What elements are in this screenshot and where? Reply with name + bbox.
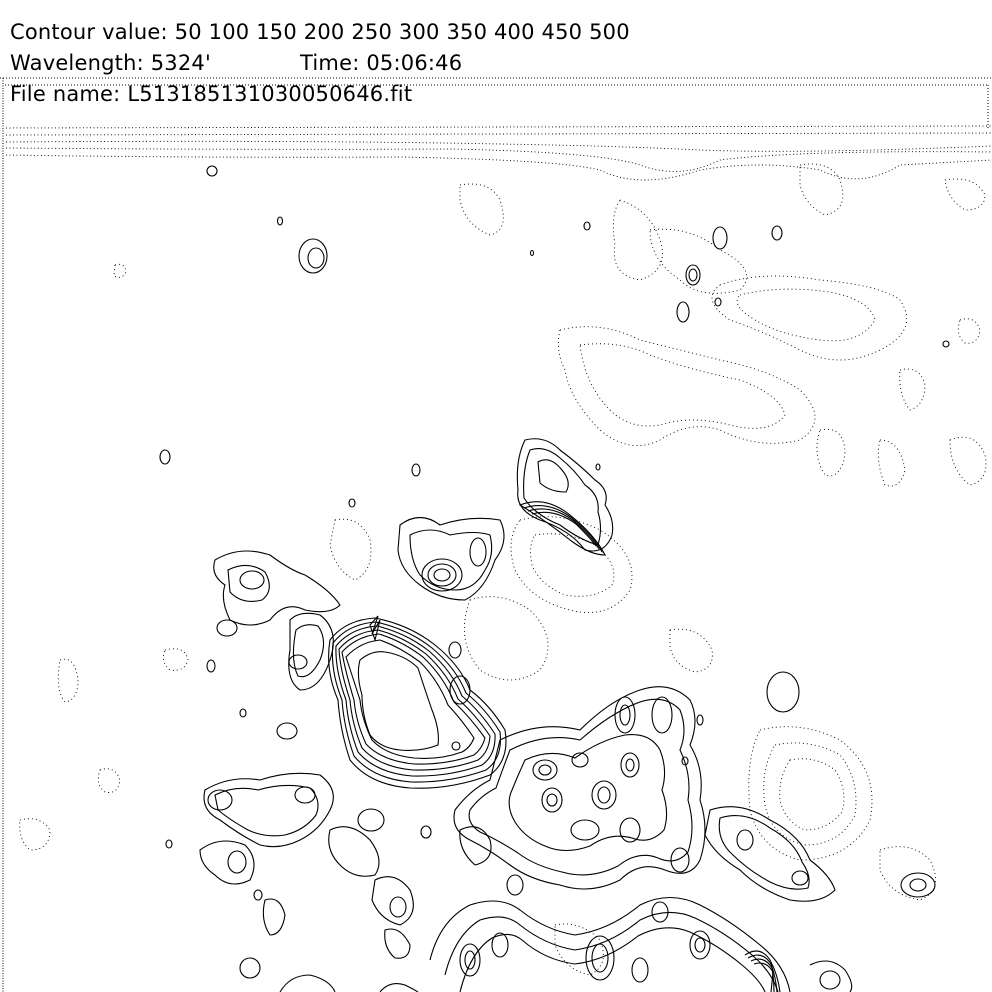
edge-dotted-contours [6, 126, 992, 180]
filename-value: L513185131030050646.fit [127, 82, 413, 106]
filename-label: File name: [10, 82, 121, 106]
wavelength-value: 5324' [150, 51, 211, 75]
wavelength-label: Wavelength: [10, 51, 144, 75]
dotted-contours [20, 164, 986, 975]
solid-contours [160, 166, 949, 992]
time-value: 05:06:46 [366, 51, 463, 75]
contour-values: 50 100 150 200 250 300 350 400 450 500 [174, 20, 630, 44]
contour-label: Contour value: [10, 20, 168, 44]
time-label: Time: [300, 51, 360, 75]
